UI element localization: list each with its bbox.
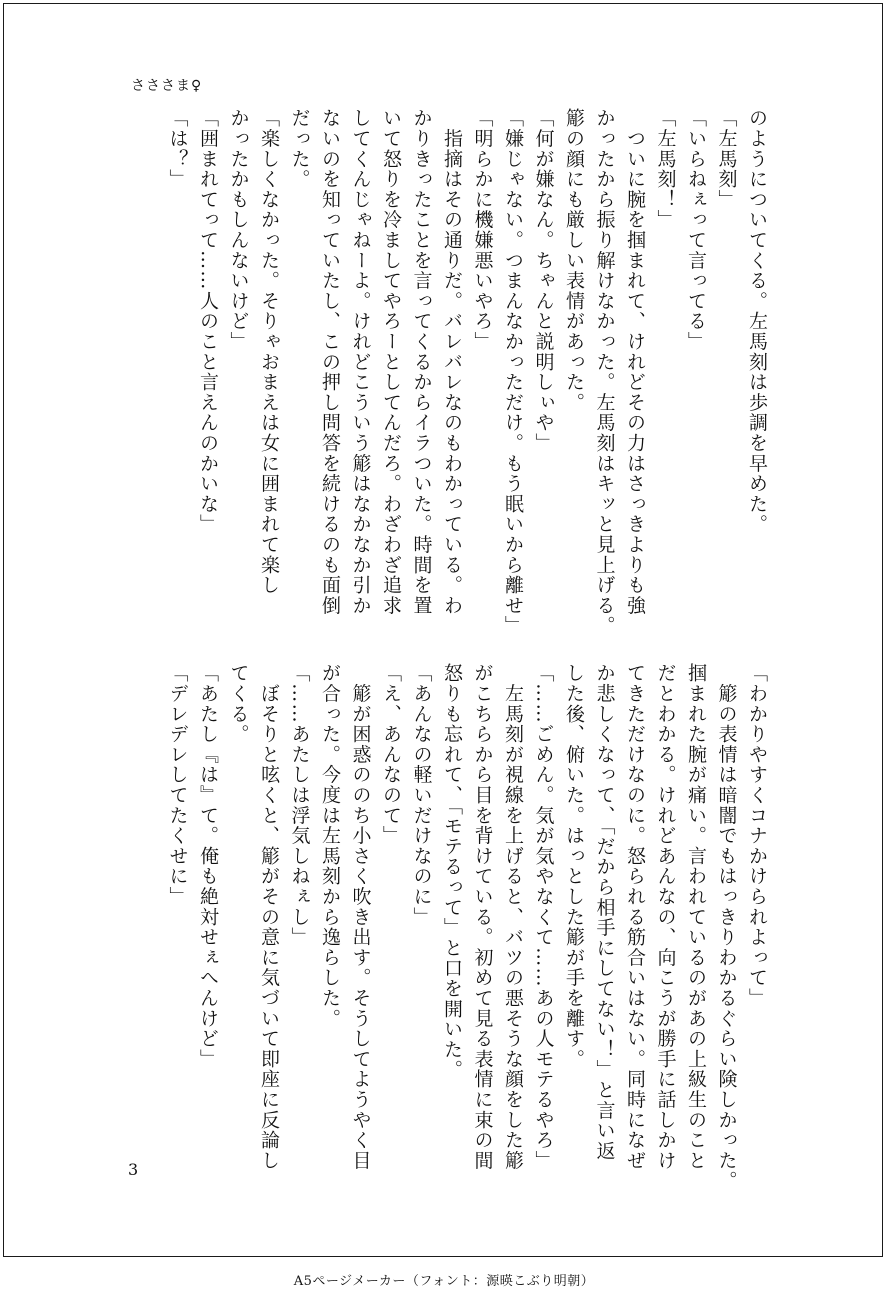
text-line: 「嫌じゃない。つまんなかっただけ。もう眠いから離せ」 bbox=[502, 108, 524, 636]
text-line: 「何が嫌なん。ちゃんと説明しぃや」 bbox=[532, 108, 555, 454]
text-line: ついに腕を掴まれて、けれどその力はさっきよりも強 bbox=[624, 108, 646, 616]
text-line: 「左馬刻！」 bbox=[654, 108, 677, 230]
text-line: 「明らかに機嫌悪いやろ」 bbox=[471, 108, 494, 352]
text-line: ないのを知っていたし、この押し問答を続けるのも面倒 bbox=[319, 108, 341, 616]
text-line: 掴まれた腕が痛い。言われているのがあの上級生のこと bbox=[685, 663, 707, 1171]
text-line: 「わかりやすくコナかけられよって」 bbox=[746, 663, 768, 1009]
footer-caption: A5ページメーカー（フォント：源暎こぶり明朝） bbox=[293, 1274, 595, 1289]
text-line: 怒りも忘れて、「モテるって」と口を開いた。 bbox=[441, 663, 463, 1080]
page-number: 3 bbox=[128, 1160, 139, 1179]
text-line: かったかもしんないけど」 bbox=[227, 108, 250, 352]
text-line: てくる。 bbox=[227, 663, 250, 745]
text-line: 左馬刻が視線を上げると、バツの悪そうな顔をした簓 bbox=[502, 663, 524, 1171]
text-line: だとわかる。けれどあんなの、向こうが勝手に話しかけ bbox=[654, 663, 677, 1171]
text-line: 「いらねぇって言ってる」 bbox=[685, 108, 707, 352]
text-line: 指摘はその通りだ。バレバレなのもわかっている。わ bbox=[441, 108, 463, 616]
text-line: してくんじゃねーよ。けれどこういう簓はなかなか引か bbox=[349, 108, 372, 616]
text-line: 「あたし『は』て。俺も絶対せぇへんけど」 bbox=[197, 663, 219, 1069]
text-line: 「あんなの軽いだけなのに」 bbox=[410, 663, 433, 927]
text-line: 「デレデレしてたくせに」 bbox=[166, 663, 189, 907]
page-header: さささま♀ bbox=[131, 78, 203, 94]
text-line: いて怒りを冷ましてやろーとしてんだろ。わざわざ追求 bbox=[380, 108, 402, 616]
text-line: か悲しくなって、「だから相手にしてない！」と言い返 bbox=[593, 663, 616, 1161]
text-line: 「え、あんなのて」 bbox=[380, 663, 402, 846]
text-block-top bbox=[162, 108, 772, 638]
text-line: が合った。今度は左馬刻から逸らした。 bbox=[319, 663, 341, 1029]
text-block-bottom bbox=[162, 663, 772, 1193]
text-line: 「は？」 bbox=[166, 108, 189, 190]
text-line: かりきったことを言ってくるからイラついた。時間を置 bbox=[410, 108, 433, 616]
text-line: 「……ごめん。気が気やなくて……あの人モテるやろ」 bbox=[532, 663, 555, 1171]
text-line: ぼそりと呟くと、簓がその意に気づいて即座に反論し bbox=[258, 663, 280, 1171]
text-line: した後、俯いた。はっとした簓が手を離す。 bbox=[563, 663, 585, 1069]
text-line: がこちらから目を背けている。初めて見る表情に束の間 bbox=[471, 663, 494, 1171]
text-line: 「囲まれてって……人のこと言えんのかいな」 bbox=[197, 108, 219, 535]
text-line: 簓の表情は暗闇でもはっきりわかるぐらい険しかった。 bbox=[715, 663, 738, 1191]
text-line: 「左馬刻」 bbox=[715, 108, 738, 210]
text-line: かったから振り解けなかった。左馬刻はキッと見上げる。 bbox=[593, 108, 616, 636]
text-line: 簓の顔にも厳しい表情があった。 bbox=[563, 108, 585, 413]
text-line: 「楽しくなかった。そりゃおまえは女に囲まれて楽し bbox=[258, 108, 280, 596]
text-line: 「……あたしは浮気しねぇし」 bbox=[288, 663, 311, 948]
text-line: てきただけなのに。怒られる筋合いはない。同時になぜ bbox=[624, 663, 646, 1171]
text-line: 簓が困惑ののち小さく吹き出す。そうしてようやく目 bbox=[349, 663, 372, 1171]
text-line: のようについてくる。左馬刻は歩調を早めた。 bbox=[746, 108, 768, 535]
text-line: だった。 bbox=[288, 108, 311, 190]
